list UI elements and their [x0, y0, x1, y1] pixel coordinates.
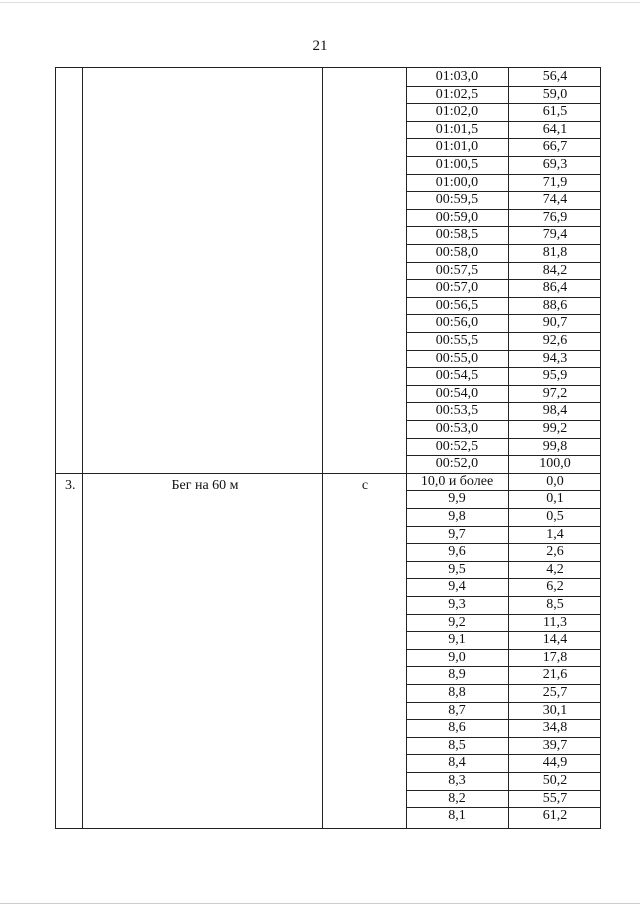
points-cell: 61,2: [542, 808, 568, 824]
result-cell: 10,0 и более: [420, 473, 494, 489]
points-cell: 64,1: [542, 121, 568, 137]
points-cell: 74,4: [542, 192, 568, 208]
result-cell: 8,3: [448, 773, 466, 788]
result-cell: 9,4: [448, 579, 466, 595]
result-cell: 00:58,0: [435, 245, 479, 260]
scan-bottom-edge: [0, 903, 640, 904]
result-cell: 01:03,0: [435, 69, 479, 84]
result-cell: 00:56,5: [435, 297, 479, 313]
points-cell: 1,4: [546, 526, 564, 542]
result-cell: 9,3: [448, 597, 466, 612]
column-divider: [82, 68, 83, 828]
section-exercise-name: Бег на 60 м: [171, 478, 239, 493]
result-cell: 9,7: [448, 526, 466, 542]
result-cell: 00:56,0: [435, 315, 479, 331]
points-cell: 14,4: [542, 632, 568, 648]
result-cell: 00:57,5: [435, 262, 479, 278]
points-cell: 0,0: [546, 473, 564, 489]
result-cell: 9,2: [448, 614, 466, 630]
result-cell: 8,6: [448, 720, 466, 736]
points-cell: 94,3: [542, 350, 568, 366]
points-cell: 4,2: [546, 561, 564, 577]
points-cell: 44,9: [542, 755, 568, 771]
points-cell: 50,2: [542, 773, 568, 788]
result-cell: 9,6: [448, 544, 466, 560]
points-cell: 17,8: [542, 649, 568, 665]
result-cell: 8,5: [448, 737, 466, 753]
points-cell: 92,6: [542, 333, 568, 348]
points-cell: 34,8: [542, 720, 568, 736]
points-cell: 90,7: [542, 315, 568, 331]
points-cell: 99,8: [542, 438, 568, 454]
result-cell: 8,8: [448, 685, 466, 700]
points-cell: 21,6: [542, 667, 568, 683]
points-cell: 55,7: [542, 790, 568, 806]
points-cell: 84,2: [542, 262, 568, 278]
result-cell: 9,0: [448, 649, 466, 665]
result-cell: 01:02,5: [435, 86, 479, 102]
result-cell: 00:59,5: [435, 192, 479, 208]
result-cell: 00:52,5: [435, 438, 479, 454]
points-cell: 39,7: [542, 737, 568, 753]
result-cell: 8,7: [448, 702, 466, 718]
result-cell: 01:01,5: [435, 121, 479, 137]
points-cell: 79,4: [542, 227, 568, 243]
result-cell: 8,9: [448, 667, 466, 683]
points-cell: 99,2: [542, 421, 568, 436]
result-cell: 9,8: [448, 509, 466, 524]
points-cell: 2,6: [546, 544, 564, 560]
result-cell: 00:55,0: [435, 350, 479, 366]
points-cell: 0,1: [546, 491, 564, 507]
result-cell: 01:00,0: [435, 174, 479, 190]
points-cell: 95,9: [542, 368, 568, 384]
result-cell: 01:01,0: [435, 139, 479, 155]
points-cell: 97,2: [542, 385, 568, 401]
result-cell: 9,5: [448, 561, 466, 577]
points-cell: 69,3: [542, 157, 568, 172]
result-cell: 00:55,5: [435, 333, 479, 348]
standards-table: [55, 67, 601, 829]
result-cell: 01:00,5: [435, 157, 479, 172]
result-cell: 8,4: [448, 755, 466, 771]
points-cell: 71,9: [542, 174, 568, 190]
result-cell: 00:54,0: [435, 385, 479, 401]
points-cell: 61,5: [542, 104, 568, 120]
points-cell: 88,6: [542, 297, 568, 313]
points-cell: 100,0: [539, 456, 571, 472]
result-cell: 00:58,5: [435, 227, 479, 243]
points-cell: 98,4: [542, 403, 568, 419]
points-cell: 6,2: [546, 579, 564, 595]
points-cell: 81,8: [542, 245, 568, 260]
result-cell: 00:59,0: [435, 209, 479, 225]
result-cell: 00:52,0: [435, 456, 479, 472]
points-cell: 86,4: [542, 280, 568, 296]
result-cell: 00:53,5: [435, 403, 479, 419]
result-cell: 00:57,0: [435, 280, 479, 296]
points-cell: 30,1: [542, 702, 568, 718]
points-cell: 56,4: [542, 69, 568, 84]
result-cell: 00:53,0: [435, 421, 479, 436]
points-cell: 66,7: [542, 139, 568, 155]
points-cell: 25,7: [542, 685, 568, 700]
points-cell: 8,5: [546, 597, 564, 612]
points-cell: 0,5: [546, 509, 564, 524]
section-number: 3.: [65, 478, 76, 493]
page-number: 21: [312, 38, 328, 54]
result-cell: 8,1: [448, 808, 466, 824]
result-cell: 01:02,0: [435, 104, 479, 120]
result-cell: 00:54,5: [435, 368, 479, 384]
scan-top-edge: [0, 2, 640, 3]
points-cell: 76,9: [542, 209, 568, 225]
result-cell: 8,2: [448, 790, 466, 806]
section-unit: с: [361, 478, 369, 493]
result-cell: 9,1: [448, 632, 466, 648]
points-cell: 59,0: [542, 86, 568, 102]
result-cell: 9,9: [448, 491, 466, 507]
points-cell: 11,3: [543, 614, 567, 630]
column-divider: [322, 68, 323, 828]
